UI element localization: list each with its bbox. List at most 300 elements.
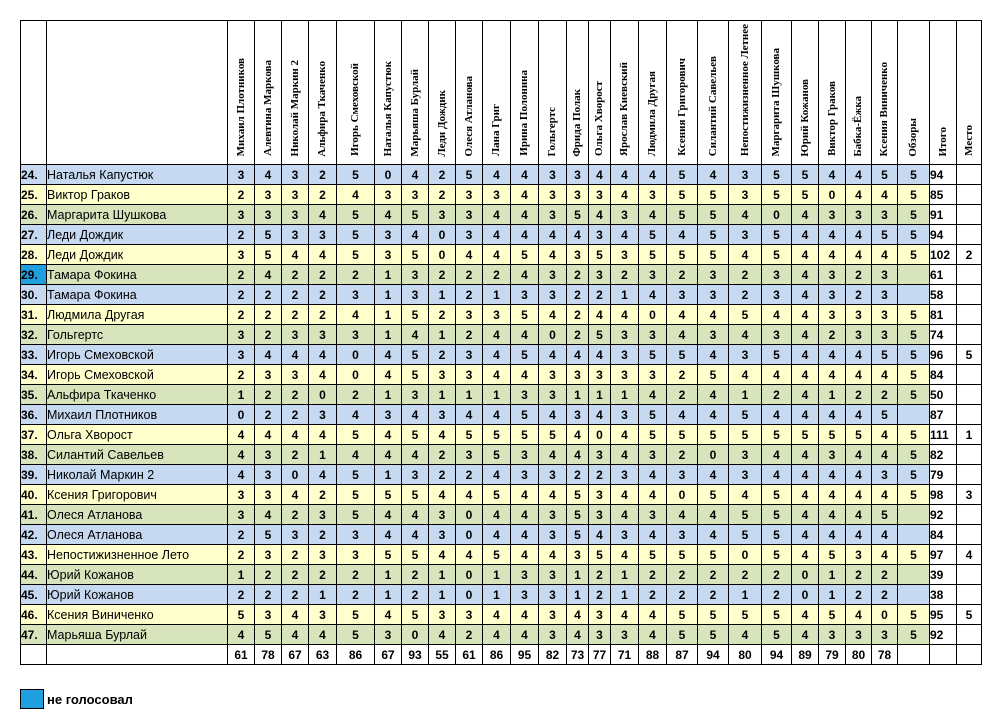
score-cell: 2 bbox=[309, 285, 337, 305]
score-cell: 5 bbox=[872, 505, 898, 525]
score-cell: 2 bbox=[456, 285, 483, 305]
table-row bbox=[21, 405, 982, 425]
column-header bbox=[483, 21, 511, 165]
score-cell: 4 bbox=[611, 425, 639, 445]
total-cell: 96 bbox=[930, 345, 957, 365]
score-cell: 1 bbox=[429, 325, 456, 345]
column-header-label: Олеся Атланова bbox=[462, 75, 475, 157]
score-cell: 0 bbox=[792, 565, 819, 585]
column-header-label: Марьяша Бурлай bbox=[408, 68, 421, 157]
score-cell: 4 bbox=[483, 165, 511, 185]
score-cell: 3 bbox=[402, 185, 429, 205]
score-cell: 3 bbox=[337, 545, 375, 565]
score-cell: 5 bbox=[639, 225, 667, 245]
place-cell bbox=[957, 625, 982, 645]
score-cell: 2 bbox=[567, 285, 589, 305]
column-header-label: Леди Дождик bbox=[435, 89, 448, 157]
place-cell bbox=[957, 365, 982, 385]
score-cell: 5 bbox=[698, 185, 729, 205]
score-cell: 3 bbox=[456, 185, 483, 205]
total-cell: 92 bbox=[930, 505, 957, 525]
score-cell: 3 bbox=[539, 625, 567, 645]
score-cell: 5 bbox=[729, 525, 762, 545]
score-cell: 1 bbox=[589, 385, 611, 405]
score-cell: 2 bbox=[872, 585, 898, 605]
column-header-label: Бабка-Ёжка bbox=[852, 95, 864, 157]
score-cell: 2 bbox=[228, 545, 255, 565]
score-cell: 3 bbox=[228, 505, 255, 525]
score-cell: 1 bbox=[567, 565, 589, 585]
score-cell: 2 bbox=[567, 305, 589, 325]
score-cell: 5 bbox=[456, 425, 483, 445]
score-cell: 2 bbox=[282, 445, 309, 465]
score-cell: 4 bbox=[819, 465, 846, 485]
score-cell: 4 bbox=[846, 465, 872, 485]
score-cell: 2 bbox=[589, 585, 611, 605]
score-cell: 4 bbox=[792, 605, 819, 625]
score-cell: 3 bbox=[872, 285, 898, 305]
score-cell: 3 bbox=[611, 525, 639, 545]
score-cell: 2 bbox=[429, 265, 456, 285]
score-cell: 4 bbox=[846, 445, 872, 465]
score-cell: 4 bbox=[639, 605, 667, 625]
score-cell: 2 bbox=[255, 385, 282, 405]
score-cell: 3 bbox=[819, 285, 846, 305]
score-cell: 5 bbox=[511, 245, 539, 265]
score-cell: 3 bbox=[456, 365, 483, 385]
score-cell: 4 bbox=[792, 245, 819, 265]
score-cell: 0 bbox=[792, 585, 819, 605]
score-cell: 2 bbox=[429, 165, 456, 185]
score-cell: 3 bbox=[639, 325, 667, 345]
score-cell: 0 bbox=[456, 525, 483, 545]
score-cell: 5 bbox=[589, 325, 611, 345]
score-cell: 3 bbox=[729, 185, 762, 205]
column-header bbox=[456, 21, 483, 165]
total-cell: 81 bbox=[930, 305, 957, 325]
score-cell: 4 bbox=[429, 425, 456, 445]
score-cell: 0 bbox=[429, 245, 456, 265]
score-cell: 4 bbox=[567, 445, 589, 465]
score-cell: 4 bbox=[282, 425, 309, 445]
score-cell: 3 bbox=[611, 245, 639, 265]
score-cell: 4 bbox=[255, 165, 282, 185]
score-cell: 4 bbox=[567, 625, 589, 645]
score-cell: 3 bbox=[483, 185, 511, 205]
row-author-name: Ксения Григорович bbox=[47, 485, 228, 505]
score-cell: 2 bbox=[667, 565, 698, 585]
column-header-label: Ксения Григорович bbox=[675, 58, 688, 157]
score-cell: 4 bbox=[698, 525, 729, 545]
score-cell: 1 bbox=[429, 565, 456, 585]
place-cell bbox=[957, 405, 982, 425]
row-number: 40. bbox=[21, 485, 47, 505]
score-cell: 3 bbox=[282, 185, 309, 205]
score-cell: 5 bbox=[762, 245, 792, 265]
score-cell: 4 bbox=[819, 245, 846, 265]
score-cell: 5 bbox=[667, 425, 698, 445]
score-cell: 5 bbox=[255, 225, 282, 245]
score-cell: 2 bbox=[667, 445, 698, 465]
score-cell: 4 bbox=[511, 265, 539, 285]
score-cell: 5 bbox=[729, 605, 762, 625]
row-number: 33. bbox=[21, 345, 47, 365]
score-cell: 3 bbox=[819, 445, 846, 465]
column-header-label: Николай Маркин 2 bbox=[288, 59, 301, 157]
score-cell: 3 bbox=[539, 565, 567, 585]
score-cell: 4 bbox=[792, 405, 819, 425]
score-cell: 5 bbox=[539, 425, 567, 445]
score-cell: 3 bbox=[456, 305, 483, 325]
score-cell: 2 bbox=[872, 565, 898, 585]
score-cell: 4 bbox=[337, 305, 375, 325]
score-cell: 5 bbox=[898, 465, 930, 485]
score-cell: 5 bbox=[698, 625, 729, 645]
score-cell: 4 bbox=[792, 225, 819, 245]
score-cell: 0 bbox=[456, 585, 483, 605]
score-cell: 5 bbox=[898, 345, 930, 365]
score-cell: 5 bbox=[337, 245, 375, 265]
score-cell: 2 bbox=[698, 585, 729, 605]
column-sum-cell: 89 bbox=[792, 645, 819, 665]
score-cell: 2 bbox=[337, 385, 375, 405]
score-cell: 5 bbox=[667, 165, 698, 185]
total-cell: 50 bbox=[930, 385, 957, 405]
place-cell: 2 bbox=[957, 245, 982, 265]
score-cell: 4 bbox=[309, 245, 337, 265]
score-cell: 1 bbox=[729, 585, 762, 605]
column-header bbox=[792, 21, 819, 165]
score-cell: 5 bbox=[402, 345, 429, 365]
row-number: 42. bbox=[21, 525, 47, 545]
score-cell: 3 bbox=[729, 225, 762, 245]
score-cell: 4 bbox=[639, 525, 667, 545]
voting-results-table bbox=[20, 20, 982, 665]
score-cell: 0 bbox=[337, 365, 375, 385]
score-cell: 4 bbox=[639, 465, 667, 485]
score-cell: 3 bbox=[872, 465, 898, 485]
table-row bbox=[21, 385, 982, 405]
score-cell: 5 bbox=[898, 605, 930, 625]
row-number: 36. bbox=[21, 405, 47, 425]
column-header-label: Место bbox=[962, 125, 975, 157]
score-cell: 3 bbox=[228, 165, 255, 185]
score-cell: 4 bbox=[456, 405, 483, 425]
score-cell: 2 bbox=[639, 565, 667, 585]
score-cell: 4 bbox=[483, 505, 511, 525]
column-header bbox=[567, 21, 589, 165]
score-cell: 4 bbox=[456, 485, 483, 505]
score-cell: 1 bbox=[375, 285, 402, 305]
score-cell bbox=[898, 505, 930, 525]
score-cell: 1 bbox=[228, 565, 255, 585]
score-cell: 2 bbox=[228, 585, 255, 605]
score-cell: 3 bbox=[846, 305, 872, 325]
score-cell: 4 bbox=[429, 485, 456, 505]
column-sum-cell: 87 bbox=[667, 645, 698, 665]
score-cell: 4 bbox=[402, 445, 429, 465]
score-cell: 0 bbox=[639, 305, 667, 325]
score-cell: 4 bbox=[228, 465, 255, 485]
score-cell: 4 bbox=[228, 445, 255, 465]
score-cell: 1 bbox=[429, 385, 456, 405]
place-cell bbox=[957, 565, 982, 585]
table-row bbox=[21, 525, 982, 545]
score-cell: 2 bbox=[282, 285, 309, 305]
table-row bbox=[21, 625, 982, 645]
column-header-label: Альфира Ткаченко bbox=[316, 60, 328, 157]
score-cell: 3 bbox=[762, 285, 792, 305]
score-cell: 4 bbox=[337, 185, 375, 205]
score-cell: 1 bbox=[456, 385, 483, 405]
score-cell: 3 bbox=[539, 165, 567, 185]
score-cell: 4 bbox=[282, 345, 309, 365]
score-cell: 2 bbox=[429, 305, 456, 325]
score-cell: 2 bbox=[483, 265, 511, 285]
column-header-label: Маргарита Шушкова bbox=[770, 47, 782, 157]
score-cell: 2 bbox=[402, 565, 429, 585]
total-cell: 84 bbox=[930, 365, 957, 385]
row-author-name: Виктор Граков bbox=[47, 185, 228, 205]
column-header-label: Ксения Виниченко bbox=[878, 61, 890, 157]
score-cell: 5 bbox=[698, 545, 729, 565]
score-cell: 4 bbox=[511, 225, 539, 245]
score-cell: 4 bbox=[698, 465, 729, 485]
score-cell: 4 bbox=[698, 165, 729, 185]
score-cell: 4 bbox=[309, 205, 337, 225]
score-cell: 4 bbox=[792, 365, 819, 385]
score-cell: 4 bbox=[792, 485, 819, 505]
score-cell: 3 bbox=[337, 325, 375, 345]
score-cell: 2 bbox=[228, 365, 255, 385]
score-cell: 3 bbox=[282, 225, 309, 245]
score-cell: 2 bbox=[819, 325, 846, 345]
column-header bbox=[957, 21, 982, 165]
score-cell: 4 bbox=[611, 485, 639, 505]
score-cell: 2 bbox=[429, 185, 456, 205]
column-header bbox=[375, 21, 402, 165]
score-cell: 2 bbox=[567, 325, 589, 345]
row-number: 37. bbox=[21, 425, 47, 445]
score-cell: 5 bbox=[762, 545, 792, 565]
score-cell: 4 bbox=[402, 325, 429, 345]
score-cell: 1 bbox=[567, 385, 589, 405]
score-cell: 4 bbox=[698, 405, 729, 425]
score-cell: 5 bbox=[589, 245, 611, 265]
score-cell: 3 bbox=[228, 325, 255, 345]
score-cell: 4 bbox=[255, 505, 282, 525]
place-cell bbox=[957, 265, 982, 285]
row-author-name: Людмила Другая bbox=[47, 305, 228, 325]
score-cell: 5 bbox=[898, 225, 930, 245]
row-author-name: Силантий Савельев bbox=[47, 445, 228, 465]
score-cell: 3 bbox=[589, 485, 611, 505]
score-cell: 3 bbox=[456, 605, 483, 625]
score-cell: 1 bbox=[375, 305, 402, 325]
score-cell: 3 bbox=[698, 265, 729, 285]
score-cell: 0 bbox=[228, 405, 255, 425]
place-cell bbox=[957, 325, 982, 345]
column-header bbox=[698, 21, 729, 165]
total-cell: 85 bbox=[930, 185, 957, 205]
score-cell: 3 bbox=[282, 525, 309, 545]
row-number: 31. bbox=[21, 305, 47, 325]
total-cell: 102 bbox=[930, 245, 957, 265]
score-cell: 5 bbox=[729, 505, 762, 525]
score-cell: 3 bbox=[567, 245, 589, 265]
score-cell: 2 bbox=[309, 165, 337, 185]
row-author-name: Игорь Смеховской bbox=[47, 345, 228, 365]
table-row bbox=[21, 365, 982, 385]
score-cell: 3 bbox=[729, 465, 762, 485]
place-cell bbox=[957, 225, 982, 245]
score-cell: 2 bbox=[698, 565, 729, 585]
score-cell: 3 bbox=[511, 585, 539, 605]
row-author-name: Тамара Фокина bbox=[47, 265, 228, 285]
table-row bbox=[21, 445, 982, 465]
score-cell: 5 bbox=[337, 505, 375, 525]
table-row bbox=[21, 505, 982, 525]
score-cell: 3 bbox=[429, 405, 456, 425]
score-cell: 4 bbox=[611, 225, 639, 245]
score-cell: 2 bbox=[255, 565, 282, 585]
table-row bbox=[21, 545, 982, 565]
score-cell: 4 bbox=[639, 205, 667, 225]
total-cell: 74 bbox=[930, 325, 957, 345]
score-cell: 4 bbox=[846, 405, 872, 425]
score-cell: 4 bbox=[511, 545, 539, 565]
score-cell: 4 bbox=[872, 485, 898, 505]
score-cell: 4 bbox=[872, 185, 898, 205]
score-cell: 3 bbox=[255, 185, 282, 205]
score-cell: 4 bbox=[872, 425, 898, 445]
score-cell: 0 bbox=[729, 545, 762, 565]
score-cell: 3 bbox=[402, 285, 429, 305]
score-cell: 1 bbox=[483, 285, 511, 305]
score-cell: 5 bbox=[255, 525, 282, 545]
score-cell: 4 bbox=[337, 445, 375, 465]
score-cell: 4 bbox=[456, 245, 483, 265]
row-number: 29. bbox=[21, 265, 47, 285]
row-author-name: Наталья Капустюк bbox=[47, 165, 228, 185]
row-number: 32. bbox=[21, 325, 47, 345]
score-cell: 5 bbox=[729, 425, 762, 445]
score-cell: 2 bbox=[337, 585, 375, 605]
row-author-name: Юрий Кожанов bbox=[47, 565, 228, 585]
score-cell: 4 bbox=[872, 525, 898, 545]
score-cell: 4 bbox=[611, 545, 639, 565]
score-cell: 4 bbox=[402, 165, 429, 185]
score-cell: 5 bbox=[402, 245, 429, 265]
score-cell: 5 bbox=[337, 485, 375, 505]
row-number: 28. bbox=[21, 245, 47, 265]
score-cell: 4 bbox=[698, 385, 729, 405]
column-header bbox=[402, 21, 429, 165]
score-cell: 2 bbox=[667, 365, 698, 385]
table-row bbox=[21, 325, 982, 345]
column-header bbox=[729, 21, 762, 165]
score-cell: 4 bbox=[792, 265, 819, 285]
score-cell: 5 bbox=[639, 345, 667, 365]
score-cell: 1 bbox=[483, 585, 511, 605]
score-cell: 3 bbox=[539, 605, 567, 625]
score-cell: 4 bbox=[762, 365, 792, 385]
score-cell: 5 bbox=[762, 225, 792, 245]
score-cell: 3 bbox=[698, 285, 729, 305]
score-cell: 5 bbox=[762, 525, 792, 545]
score-cell: 5 bbox=[872, 405, 898, 425]
sums-row bbox=[21, 645, 982, 665]
score-cell: 5 bbox=[667, 625, 698, 645]
column-sum-cell: 67 bbox=[282, 645, 309, 665]
column-header bbox=[762, 21, 792, 165]
score-cell: 4 bbox=[846, 365, 872, 385]
score-cell: 1 bbox=[611, 385, 639, 405]
score-cell: 3 bbox=[611, 405, 639, 425]
score-cell: 4 bbox=[872, 365, 898, 385]
score-cell: 1 bbox=[429, 285, 456, 305]
column-sum-cell: 93 bbox=[402, 645, 429, 665]
score-cell: 4 bbox=[511, 185, 539, 205]
score-cell: 5 bbox=[898, 365, 930, 385]
score-cell: 3 bbox=[872, 625, 898, 645]
score-cell: 4 bbox=[483, 465, 511, 485]
column-header-label: Михаил Плотников bbox=[234, 57, 247, 157]
column-header-label: Гольгертс bbox=[546, 106, 558, 157]
score-cell: 2 bbox=[282, 585, 309, 605]
score-cell: 5 bbox=[898, 445, 930, 465]
score-cell: 4 bbox=[483, 605, 511, 625]
score-cell: 0 bbox=[539, 325, 567, 345]
score-cell: 4 bbox=[762, 465, 792, 485]
score-cell: 0 bbox=[282, 465, 309, 485]
score-cell: 4 bbox=[539, 345, 567, 365]
column-header-label: Ирина Полонина bbox=[518, 70, 530, 157]
score-cell: 2 bbox=[228, 305, 255, 325]
score-cell: 4 bbox=[228, 625, 255, 645]
sums-empty-cell bbox=[898, 645, 930, 665]
score-cell: 4 bbox=[792, 545, 819, 565]
column-sum-cell: 78 bbox=[872, 645, 898, 665]
score-cell: 5 bbox=[698, 365, 729, 385]
score-cell: 5 bbox=[762, 625, 792, 645]
column-header bbox=[930, 21, 957, 165]
score-cell: 3 bbox=[429, 205, 456, 225]
score-cell: 2 bbox=[337, 565, 375, 585]
score-cell: 3 bbox=[456, 345, 483, 365]
column-header bbox=[589, 21, 611, 165]
column-sum-cell: 61 bbox=[456, 645, 483, 665]
score-cell: 4 bbox=[611, 305, 639, 325]
row-number: 46. bbox=[21, 605, 47, 625]
score-cell: 5 bbox=[511, 425, 539, 445]
score-cell: 5 bbox=[456, 165, 483, 185]
total-cell: 61 bbox=[930, 265, 957, 285]
row-number: 25. bbox=[21, 185, 47, 205]
score-cell: 5 bbox=[483, 445, 511, 465]
score-cell: 5 bbox=[639, 425, 667, 445]
score-cell: 3 bbox=[589, 445, 611, 465]
score-cell: 4 bbox=[792, 285, 819, 305]
place-cell bbox=[957, 445, 982, 465]
column-header bbox=[846, 21, 872, 165]
score-cell: 5 bbox=[402, 425, 429, 445]
score-cell: 3 bbox=[567, 405, 589, 425]
score-cell: 4 bbox=[846, 505, 872, 525]
score-cell: 2 bbox=[846, 265, 872, 285]
score-cell: 2 bbox=[228, 225, 255, 245]
column-sum-cell: 63 bbox=[309, 645, 337, 665]
